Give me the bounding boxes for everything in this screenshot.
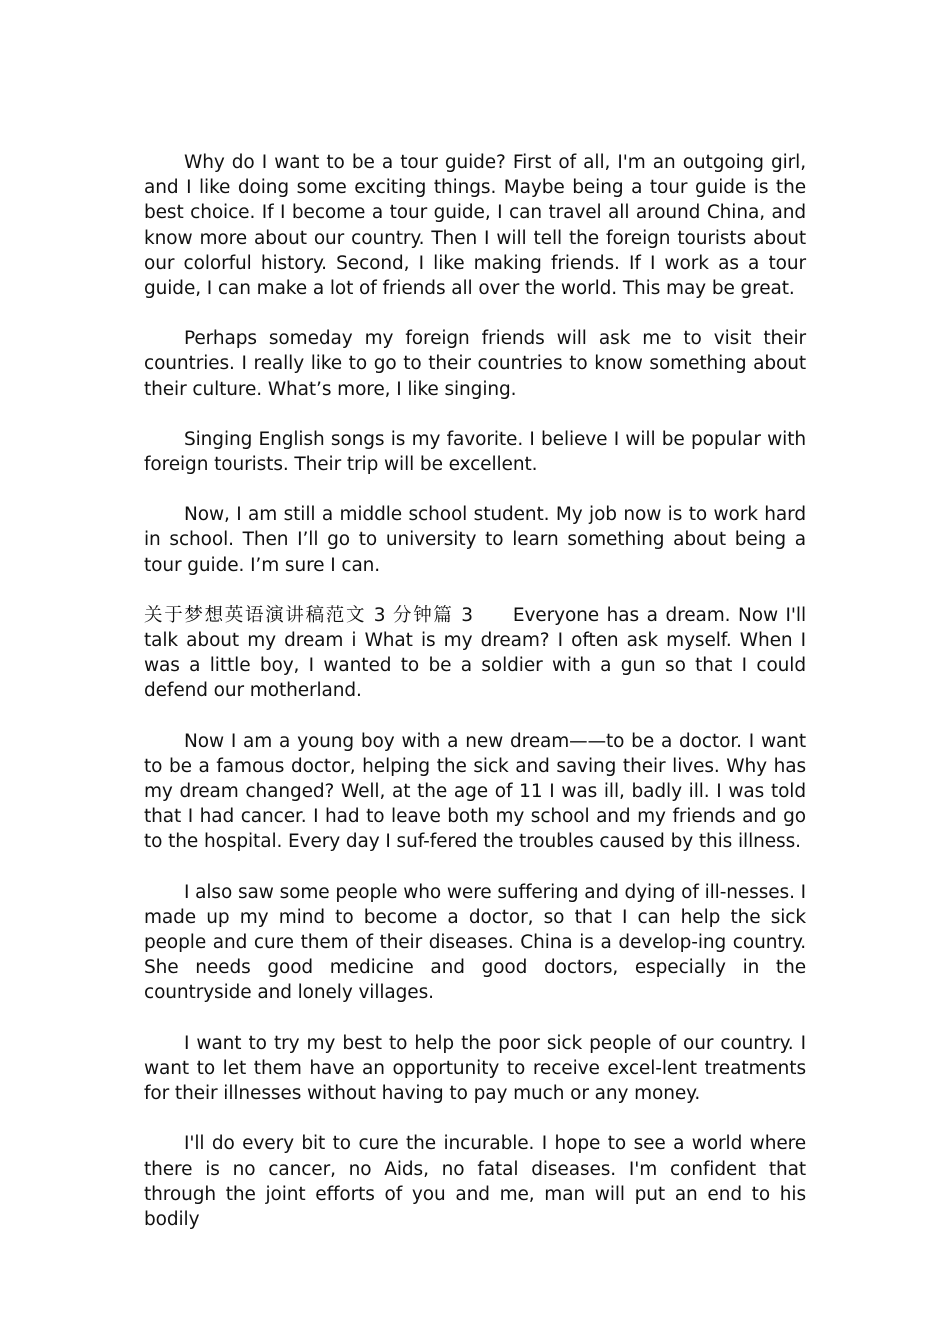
paragraph-singing: Singing English songs is my favorite. I believe I will be popular with foreign tourists. Their trip will be excellent. <box>144 428 806 476</box>
section-heading: 关于梦想英语演讲稿范文 3 分钟篇 3 <box>144 604 473 626</box>
paragraph-student-now: Now, I am still a middle school student. My job now is to work hard in school. Then I’ll go to university to learn something about being a tour guide. I’m sure I can. <box>144 504 806 576</box>
paragraph-cure-incurable: I'll do every bit to cure the incurable. I hope to see a world where there is no cancer, no Aids, no fatal diseases. I'm confident that through the joint efforts of you and me, man will put an end to his bodily <box>144 1133 806 1230</box>
paragraph-help-poor: I want to try my best to help the poor sick people of our country. I want to let them have an opportunity to receive excel-lent treatments for their illnesses without having to pay much or any money. <box>144 1032 806 1105</box>
section-intro-text: Everyone has a dream. Now I'll talk about my dream i What is my dream? I often ask myself. When I was a little boy, I wanted to be a soldier with a gun so that I could defend our motherland. <box>144 604 806 702</box>
paragraph-doctor-dream: Now I am a young boy with a new dream——to be a doctor. I want to be a famous doctor, helping the sick and saving their lives. Why has my dream changed? Well, at the age of 11 I was ill, badly ill. I was told that I had cancer. I had to leave both my school and my friends and go to the hospital. Every day I suf-fered the troubles caused by this illness. <box>144 730 806 853</box>
document-body <box>144 150 806 1257</box>
paragraph-illnesses: I also saw some people who were suffering and dying of ill-nesses. I made up my mind to become a doctor, so that I can help the sick people and cure them of their diseases. China is a develop-ing country. She needs good medicine and good doctors, especially in the countryside and lonely villages. <box>144 881 806 1004</box>
paragraph-foreign-friends: Perhaps someday my foreign friends will ask me to visit their countries. I really like to go to their countries to know something about their culture. What’s more, I like singing. <box>144 328 806 400</box>
paragraph-tour-guide-reasons: Why do I want to be a tour guide? First of all, I'm an outgoing girl, and I like doing some exciting things. Maybe being a tour guide is the best choice. If I become a tour guide, I can travel all around China, and know more about our country. Then I will tell the foreign tourists about our colorful history. Second, I like making friends. If I work as a tour guide, I can make a lot of friends all over the world. This may be great. <box>144 152 806 300</box>
paragraph-section-3-intro <box>144 603 806 704</box>
